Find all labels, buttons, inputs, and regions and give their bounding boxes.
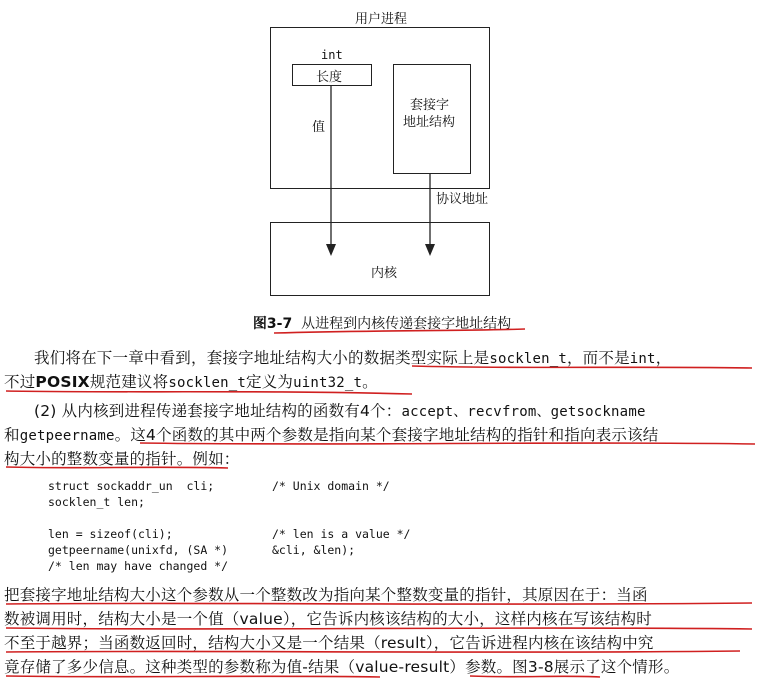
paragraph-3-line-2: 数被调用时，结构大小是一个值（value），它告诉内核该结构的大小，这样内核在写该结构时 <box>4 610 652 628</box>
p1-text-b: ，而不是 <box>566 349 630 367</box>
p1-l2-text-d: 。 <box>362 373 378 391</box>
paragraph-1-line-2 <box>4 370 756 395</box>
p1-text-c: ， <box>655 349 672 367</box>
value-arrowhead <box>326 244 336 256</box>
p1-code-int: int <box>629 351 656 367</box>
paragraph-1 <box>4 346 756 371</box>
length-label: 长度 <box>316 70 343 85</box>
p1-l2-code-socklen: socklen_t <box>168 375 247 391</box>
p1-code-socklen: socklen_t <box>489 351 567 367</box>
p2-text-a: (2) 从内核到进程传递套接字地址结构的函数有4个： <box>34 402 402 420</box>
code-line-1: struct sockaddr_un cli; /* Unix domain */ <box>48 479 390 493</box>
p1-text-a: 我们将在下一章中看到，套接字地址结构大小的数据类型实际上是 <box>34 349 490 367</box>
protocol-address-label: 协议地址 <box>436 192 489 207</box>
p1-l2-text-b: 规范建议将 <box>89 373 169 391</box>
figure-caption <box>0 313 764 333</box>
paragraph-3-line-3: 不至于越界；当函数返回时，结构大小又是一个结果（result），它告诉进程内核在该结构中究 <box>4 634 654 652</box>
paragraph-2-line-2 <box>4 423 756 448</box>
value-label: 值 <box>312 120 326 135</box>
p2-l2-text-a: 和 <box>4 426 20 444</box>
p1-l2-code-uint32: uint32_t <box>293 375 363 391</box>
sockaddr-label-2: 地址结构 <box>403 115 456 130</box>
caption-number: 图3-7 <box>252 316 293 332</box>
p1-l2-text-a: 不过 <box>4 373 36 391</box>
p1-posix: POSIX <box>35 373 90 391</box>
paragraph-3-line-4: 竟存储了多少信息。这种类型的参数称为值-结果（value-result）参数。图3-8展示了这个情形。 <box>4 658 680 676</box>
caption-title: 从进程到内核传递套接字地址结构 <box>301 316 512 332</box>
code-line-5: getpeername(unixfd, (SA *) &cli, &len); <box>48 543 356 557</box>
p2-code-functions: accept、recvfrom、getsockname <box>401 404 646 420</box>
figure-3-7 <box>0 0 764 300</box>
code-line-2: socklen_t len; <box>48 495 145 509</box>
code-line-6: /* len may have changed */ <box>48 559 229 573</box>
paragraph-2-line-3: 构大小的整数变量的指针。例如： <box>4 450 240 468</box>
code-line-4: len = sizeof(cli); /* len is a value */ <box>48 527 411 541</box>
int-label: int <box>321 48 343 62</box>
paragraph-2 <box>4 399 756 424</box>
address-arrowhead <box>425 244 435 256</box>
kernel-label: 内核 <box>371 266 398 281</box>
figure-arrows <box>0 0 764 300</box>
p1-l2-text-c: 定义为 <box>246 373 294 391</box>
paragraph-3-line-1: 把套接字地址结构大小这个参数从一个整数改为指向某个整数变量的指针，其原因在于：当函 <box>4 586 648 604</box>
p2-l2-text-b: 。这4个函数的其中两个参数是指向某个套接字地址结构的指针和指向表示该结 <box>114 426 659 444</box>
p2-code-getpeername: getpeername <box>19 428 115 444</box>
process-label: 用户进程 <box>355 12 408 27</box>
sockaddr-label-1: 套接字 <box>410 98 450 113</box>
